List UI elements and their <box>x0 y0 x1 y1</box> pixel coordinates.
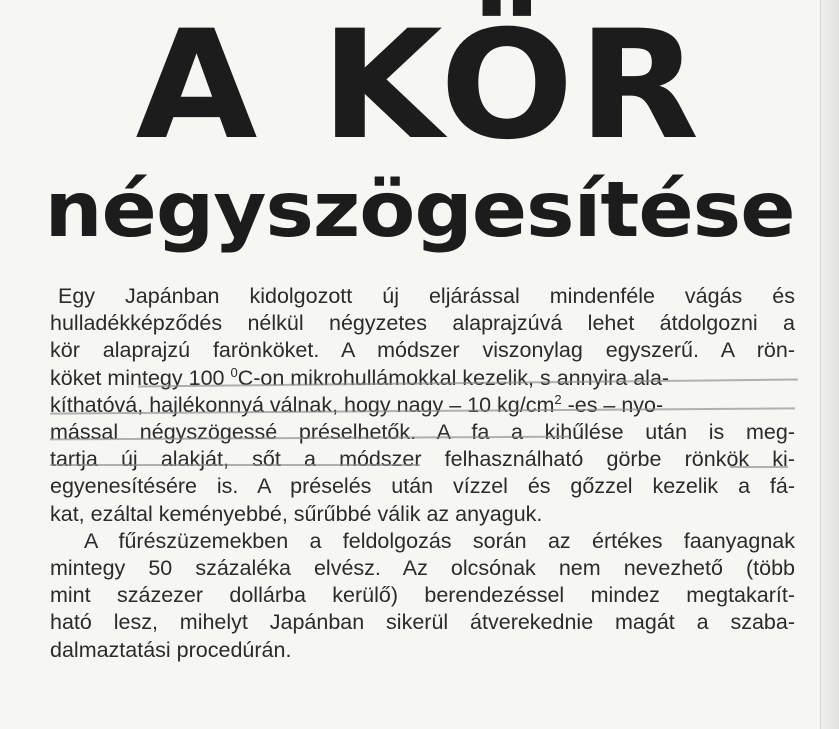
article-line: hulladékképződés nélkül négyzetes alaprajzúvá lehet átdolgozni a <box>50 311 795 336</box>
degree-superscript: 0 <box>230 364 238 380</box>
article-line: mint százezer dollárba kerülő) berendezéssel mindez megtakarít- <box>50 583 795 608</box>
article-line: Egy Japánban kidolgozott új eljárással mindenféle vágás és <box>58 284 795 308</box>
article-line: mintegy 50 százaléka elvész. Az olcsónak nem nevezhető (több <box>50 556 795 581</box>
article-line: mással négyszögessé préselhetők. A fa a kihűlése után is meg- <box>50 420 795 445</box>
article-line: kat, ezáltal keményebbé, sűrűbbé válik az anyaguk. <box>50 501 543 526</box>
pencil-underline <box>50 464 420 466</box>
headline-subtitle: négyszögesítése <box>44 166 795 255</box>
headline-title: A KÖR <box>135 0 704 173</box>
article-line: tartja új alakját, sőt a módszer felhasználható görbe rönkök ki- <box>50 447 795 472</box>
article-line: köket mintegy 100 $^0$C-on mikrohullámokkal kezelik, s annyira ala- <box>50 364 670 390</box>
article-body <box>50 283 795 664</box>
article-line: kíthatóvá, hajlékonnyá válnak, hogy nagy – 10 $kg/cm^2$ -es – nyo- <box>50 391 664 417</box>
unit-superscript: 2 <box>554 391 562 407</box>
pencil-underline <box>730 466 788 468</box>
article-line: A fűrészüzemekben a feldolgozás során az értékes faanyagnak <box>84 528 795 553</box>
article-line: egyenesítésére is. A préselés után vízzel és gőzzel kezelik a fá- <box>50 474 795 499</box>
article-line: dalmaztatási procedúrán. <box>50 637 292 662</box>
article-line: ható lesz, mihelyt Japánban sikerül átverekednie magát a szaba- <box>50 610 795 635</box>
article-line: kör alaprajzú farönköket. A módszer viszonylag egyszerű. A rön- <box>50 338 795 363</box>
